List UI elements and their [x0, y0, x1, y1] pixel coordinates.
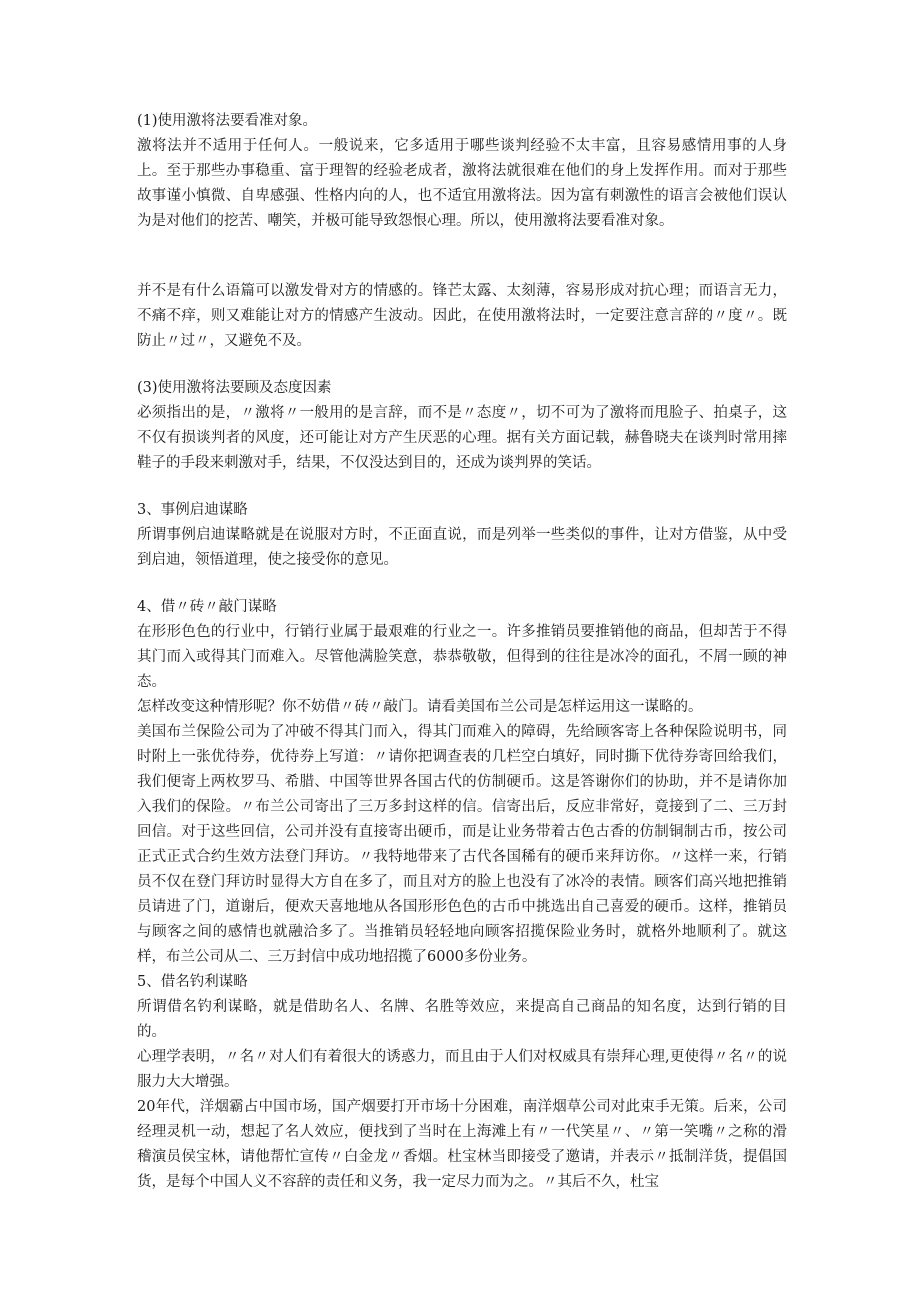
paragraph: 必须指出的是，〃激将〃一般用的是言辞，而不是〃态度〃，切不可为了激将而甩脸子、拍桌子，这不仅有损谈判者的风度，还可能让对方产生厌恶的心理。据有关方面记载，赫鲁晓夫在谈判时常用摔鞋子的手段来刺激对手，结果，不仅没达到目的，还成为谈判界的笑话。	[137, 405, 787, 471]
section-heading-strategy-5: 5、借名钓利谋略	[137, 974, 248, 990]
paragraph: 美国布兰保险公司为了冲破不得其门而入，得其门而难入的障碍，先给顾客寄上各种保险说明书，同时附上一张优待券，优待券上写道：〃请你把调查表的几栏空白填好，同时撕下优待券寄回给我们，我们便寄上两枚罗马、希腊、中国等世界各国古代的仿制硬币。这是答谢你们的协助，并不是请你加入我们的保险。〃布兰公司寄出了三万多封这样的信。信寄出后，反应非常好，竟接到了二、三万封回信。对于这些回信，公司并没有直接寄出硬币，而是让业务带着古色古香的仿制铜制古币，按公司正式正式合约生效方法登门拜访。〃我特地带来了古代各国稀有的硬币来拜访你。〃这样一来，行销员不仅在登门拜访时显得大方自在多了，而且对方的脸上也没有了冰冷的表情。顾客们高兴地把推销员请进了门，道谢后，便欢天喜地地从各国形形色色的古币中挑选出自己喜爱的硬币。这样，推销员与顾客之间的感情也就融洽多了。当推销员轻轻地向顾客招揽保险业务时，就格外地顺利了。就这样，布兰公司从二、三万封信中成功地招揽了6000多份业务。	[137, 724, 787, 965]
spacer	[137, 476, 787, 498]
paragraph: 在形形色色的行业中，行销行业属于最艰难的行业之一。许多推销员要推销他的商品，但却苦于不得其门而入或得其门而难入。尽管他满脸笑意，恭恭敬敬，但得到的往往是冰冷的面孔，不屑一顾的神态。	[137, 624, 787, 690]
spacer	[137, 234, 787, 259]
paragraph: 20年代，洋烟霸占中国市场，国产烟要打开市场十分困难，南洋烟草公司对此束手无策。后来，公司经理灵机一动，想起了名人效应，便找到了当时在上海滩上有〃一代笑星〃、〃第一笑嘴〃之称的滑稽演员侯宝林，请他帮忙宣传〃白金龙〃香烟。杜宝林当即接受了邀请，并表示〃抵制洋货，提倡国货，是每个中国人义不容辞的责任和义务，我一定尽力而为之。〃其后不久，杜宝	[137, 1099, 787, 1190]
paragraph: 所谓借名钓利谋略，就是借助名人、名牌、名胜等效应，来提高自己商品的知名度，达到行销的目的。	[137, 999, 787, 1040]
section-heading-3: (3)使用激将法要顾及态度因素	[137, 380, 332, 396]
paragraph: 激将法并不适用于任何人。一般说来，它多适用于哪些谈判经验不太丰富，且容易感情用事的人身上。至于那些办事稳重、富于理智的经验老成者，激将法就很难在他们的身上发挥作用。而对于那些故事谨小慎微、自卑感强、性格内向的人，也不适宜用激将法。因为富有刺激性的语言会被他们误认为是对他们的挖苦、嘲笑，并极可能导致怨恨心理。所以，使用激将法要看准对象。	[137, 138, 787, 229]
document-body	[137, 109, 787, 1195]
spacer	[137, 354, 787, 376]
section-heading-1: (1)使用激将法要看准对象。	[137, 113, 318, 129]
spacer	[137, 259, 787, 279]
paragraph: 并不是有什么语篇可以激发骨对方的情感的。锋芒太露、太刻薄，容易形成对抗心理；而语言无力，不痛不痒，则又难能让对方的情感产生波动。因此，在使用激将法时，一定要注意言辞的〃度〃。既防止〃过〃，又避免不及。	[137, 283, 787, 349]
spacer	[137, 573, 787, 595]
paragraph: 怎样改变这种情形呢？你不妨借〃砖〃敲门。请看美国布兰公司是怎样运用这一谋略的。	[137, 699, 703, 715]
paragraph: 心理学表明，〃名〃对人们有着很大的诱惑力，而且由于人们对权威具有崇拜心理,更使得〃名〃的说服力大大增强。	[137, 1049, 787, 1090]
section-heading-strategy-4: 4、借〃砖〃敲门谋略	[137, 599, 277, 615]
paragraph: 所谓事例启迪谋略就是在说服对方时，不正面直说，而是列举一些类似的事件，让对方借鉴，从中受到启迪，领悟道理，使之接受你的意见。	[137, 527, 787, 568]
section-heading-strategy-3: 3、事例启迪谋略	[137, 502, 248, 518]
